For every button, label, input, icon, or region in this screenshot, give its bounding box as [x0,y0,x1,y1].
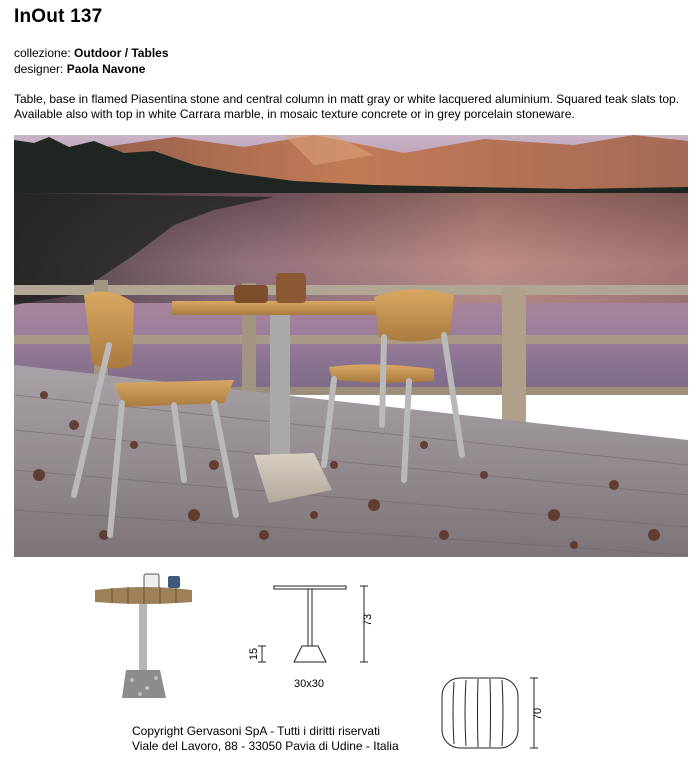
side-elevation-drawing [240,570,400,700]
collection-label: collezione: [14,46,71,60]
description-line-1: Table, base in flamed Piasentina stone and central column in matt gray or white lacquered aluminium. Squared teak slats top. [14,92,680,106]
footer [132,724,399,754]
copyright-text: Copyright Gervasoni SpA - Tutti i diritti riservati [132,724,381,738]
designer-line [14,62,145,76]
depth-dimension-label: 70 [532,707,545,721]
address-text: Viale del Lavoro, 88 - 33050 Pavia di Udine - Italia [132,739,399,753]
designer-label: designer: [14,62,64,76]
collection-value: Outdoor / Tables [74,46,169,60]
base-size-label: 30x30 [294,678,324,690]
description-line-2: Available also with top in white Carrara marble, in mosaic texture concrete or in grey porcelain stoneware. [14,107,575,121]
designer-value: Paola Navone [66,62,146,76]
product-title: InOut 137 [14,6,103,27]
product-photo [14,135,688,557]
base-height-dimension-label: 15 [248,647,261,661]
collection-line [14,46,169,60]
top-view-drawing [436,672,566,758]
height-dimension-label: 73 [362,613,375,627]
product-render [92,568,196,703]
product-description [14,92,694,122]
